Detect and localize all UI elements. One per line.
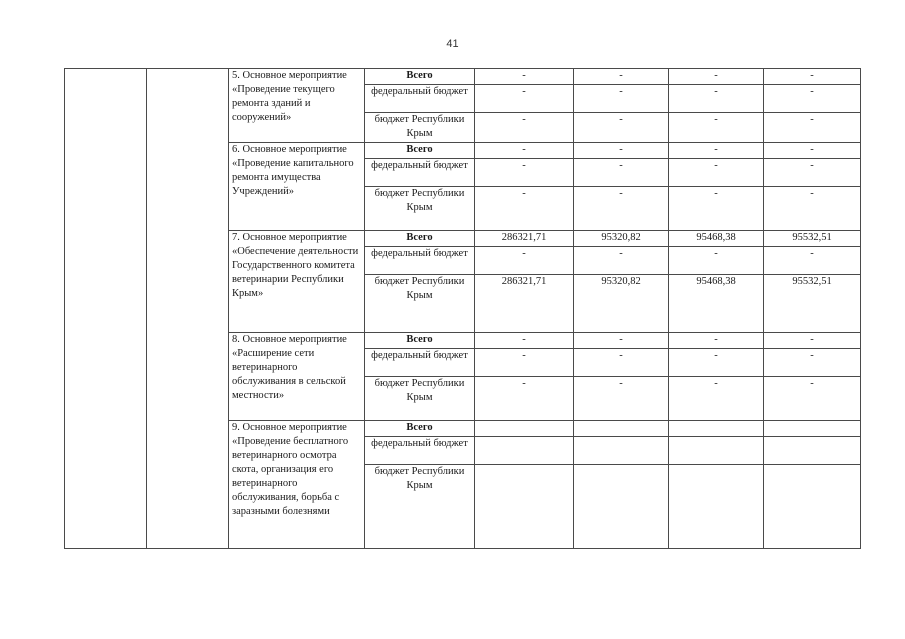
funding-source: федеральный бюджет [365,159,475,187]
amount-cell: - [475,159,574,187]
budget-table [64,68,861,549]
amount-cell: - [574,69,669,85]
amount-cell: - [574,377,669,421]
funding-source: федеральный бюджет [365,85,475,113]
funding-source: бюджет Республики Крым [365,113,475,143]
amount-cell: - [764,333,861,349]
funding-source: федеральный бюджет [365,349,475,377]
table-row [65,69,861,85]
col-a-blank-cell [65,69,147,549]
amount-cell: - [669,113,764,143]
amount-cell: 95532,51 [764,231,861,247]
amount-cell: - [669,377,764,421]
amount-cell: - [574,159,669,187]
amount-cell [574,437,669,465]
amount-cell [475,465,574,549]
amount-cell [669,465,764,549]
activity-name: 7. Основное мероприятие «Обеспечение деятельности Государственного комитета ветеринарии Республики Крым» [229,231,365,333]
amount-cell [669,421,764,437]
col-b-blank-cell [147,69,229,549]
activity-name: 8. Основное мероприятие «Расширение сети ветеринарного обслуживания в сельской местности» [229,333,365,421]
amount-cell: - [669,247,764,275]
funding-source: федеральный бюджет [365,247,475,275]
amount-cell: 286321,71 [475,231,574,247]
amount-cell: - [669,143,764,159]
amount-cell: - [475,333,574,349]
funding-source-total: Всего [365,143,475,159]
amount-cell: - [764,349,861,377]
amount-cell [475,421,574,437]
funding-source: бюджет Республики Крым [365,187,475,231]
amount-cell: - [669,69,764,85]
amount-cell: - [574,85,669,113]
page-number: 41 [446,38,459,50]
amount-cell: - [475,113,574,143]
funding-source: бюджет Республики Крым [365,377,475,421]
amount-cell: - [574,333,669,349]
amount-cell: - [669,159,764,187]
activity-name: 6. Основное мероприятие «Проведение капитального ремонта имущества Учреждений» [229,143,365,231]
funding-source-total: Всего [365,69,475,85]
amount-cell: - [764,377,861,421]
amount-cell [574,421,669,437]
amount-cell: 95320,82 [574,275,669,333]
amount-cell: - [669,85,764,113]
amount-cell: - [475,143,574,159]
amount-cell: - [764,69,861,85]
amount-cell: - [574,187,669,231]
amount-cell: 95320,82 [574,231,669,247]
funding-source: бюджет Республики Крым [365,275,475,333]
amount-cell [669,437,764,465]
amount-cell: - [475,69,574,85]
amount-cell [475,437,574,465]
amount-cell: - [764,159,861,187]
amount-cell: - [574,349,669,377]
amount-cell: - [669,187,764,231]
amount-cell: - [764,113,861,143]
budget-table-body [65,69,861,549]
amount-cell: - [475,187,574,231]
amount-cell: - [475,247,574,275]
amount-cell: - [475,349,574,377]
funding-source-total: Всего [365,231,475,247]
amount-cell: 95468,38 [669,231,764,247]
amount-cell [764,421,861,437]
amount-cell [764,437,861,465]
funding-source: бюджет Республики Крым [365,465,475,549]
amount-cell: - [475,377,574,421]
amount-cell: - [669,349,764,377]
budget-table-container [64,68,860,549]
amount-cell: - [764,187,861,231]
amount-cell [764,465,861,549]
amount-cell: - [764,247,861,275]
amount-cell [574,465,669,549]
amount-cell: - [764,143,861,159]
funding-source: федеральный бюджет [365,437,475,465]
amount-cell: - [475,85,574,113]
amount-cell: - [574,113,669,143]
amount-cell: 95532,51 [764,275,861,333]
amount-cell: - [574,247,669,275]
funding-source-total: Всего [365,421,475,437]
amount-cell: 286321,71 [475,275,574,333]
amount-cell: - [574,143,669,159]
amount-cell: - [669,333,764,349]
activity-name: 5. Основное мероприятие «Проведение текущего ремонта зданий и сооружений» [229,69,365,143]
amount-cell: - [764,85,861,113]
amount-cell: 95468,38 [669,275,764,333]
activity-name: 9. Основное мероприятие «Проведение бесплатного ветеринарного осмотра скота, организация его ветеринарного обслуживания, борьба с заразными болезнями [229,421,365,549]
funding-source-total: Всего [365,333,475,349]
